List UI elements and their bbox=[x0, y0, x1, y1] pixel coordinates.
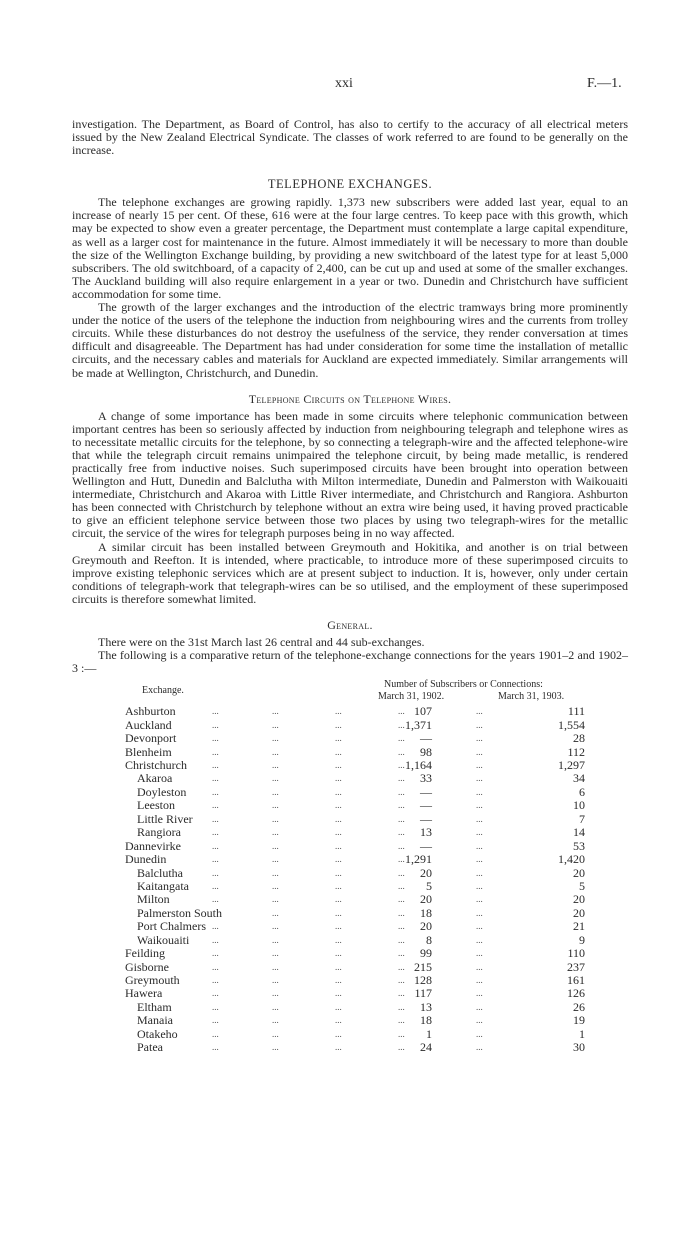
table-row bbox=[0, 880, 700, 893]
dot-leader: ... bbox=[476, 813, 483, 824]
dot-leader: ... bbox=[398, 988, 405, 999]
value-1903: 20 bbox=[573, 865, 585, 880]
exchange-name: Feilding bbox=[125, 946, 166, 961]
dot-leader: ... bbox=[212, 706, 219, 717]
dot-leader: ... bbox=[476, 840, 483, 851]
exchange-name: Blenheim bbox=[125, 744, 172, 759]
dot-leader: ... bbox=[476, 867, 483, 878]
table-row bbox=[0, 893, 700, 906]
value-1903: 53 bbox=[573, 838, 585, 853]
exchange-name: Auckland bbox=[125, 717, 172, 732]
exchange-name: Waikouaiti bbox=[137, 932, 190, 947]
dot-leader: ... bbox=[272, 921, 279, 932]
general-body bbox=[72, 636, 628, 675]
dot-leader: ... bbox=[212, 813, 219, 824]
dot-leader: ... bbox=[335, 1028, 342, 1039]
dot-leader: ... bbox=[476, 880, 483, 891]
dot-leader: ... bbox=[272, 961, 279, 972]
column-header-exchange: Exchange. bbox=[142, 685, 184, 697]
value-1903: 112 bbox=[567, 744, 585, 759]
dot-leader: ... bbox=[212, 880, 219, 891]
dot-leader: ... bbox=[212, 733, 219, 744]
dot-leader: ... bbox=[476, 760, 483, 771]
value-1902: 1 bbox=[426, 1026, 432, 1041]
value-1903: 28 bbox=[573, 731, 585, 746]
table-row bbox=[0, 1028, 700, 1041]
dot-leader: ... bbox=[398, 733, 405, 744]
dot-leader: ... bbox=[398, 719, 405, 730]
exchange-name: Port Chalmers bbox=[137, 919, 206, 934]
dot-leader: ... bbox=[476, 907, 483, 918]
dot-leader: ... bbox=[476, 1001, 483, 1012]
dot-leader: ... bbox=[212, 760, 219, 771]
value-1903: 10 bbox=[573, 798, 585, 813]
dot-leader: ... bbox=[335, 894, 342, 905]
exchange-name: Ashburton bbox=[125, 704, 176, 719]
value-1902: — bbox=[420, 838, 432, 853]
document-reference: F.—1. bbox=[587, 76, 622, 91]
value-1903: 1,297 bbox=[558, 758, 585, 773]
dot-leader: ... bbox=[398, 746, 405, 757]
exchange-name: Rangiora bbox=[137, 825, 181, 840]
exchange-name: Patea bbox=[137, 1040, 163, 1055]
intro-paragraph-block bbox=[72, 118, 628, 157]
dot-leader: ... bbox=[476, 894, 483, 905]
dot-leader: ... bbox=[476, 773, 483, 784]
value-1902: 128 bbox=[414, 973, 432, 988]
dot-leader: ... bbox=[335, 719, 342, 730]
dot-leader: ... bbox=[476, 800, 483, 811]
dot-leader: ... bbox=[212, 854, 219, 865]
dot-leader: ... bbox=[272, 934, 279, 945]
dot-leader: ... bbox=[272, 813, 279, 824]
dot-leader: ... bbox=[272, 773, 279, 784]
value-1903: 34 bbox=[573, 771, 585, 786]
table-row bbox=[0, 732, 700, 745]
table-row bbox=[0, 934, 700, 947]
dot-leader: ... bbox=[272, 867, 279, 878]
dot-leader: ... bbox=[272, 827, 279, 838]
dot-leader: ... bbox=[212, 894, 219, 905]
table-row bbox=[0, 867, 700, 880]
dot-leader: ... bbox=[335, 1015, 342, 1026]
exchange-name: Christchurch bbox=[125, 758, 187, 773]
table-row bbox=[0, 920, 700, 933]
exchange-name: Doyleston bbox=[137, 784, 187, 799]
table-row bbox=[0, 719, 700, 732]
dot-leader: ... bbox=[212, 1015, 219, 1026]
value-1902: 20 bbox=[420, 865, 432, 880]
dot-leader: ... bbox=[272, 907, 279, 918]
section-heading-general: General. bbox=[327, 618, 373, 632]
dot-leader: ... bbox=[272, 840, 279, 851]
dot-leader: ... bbox=[398, 961, 405, 972]
exchange-name: Hawera bbox=[125, 986, 163, 1001]
value-1903: 126 bbox=[567, 986, 585, 1001]
paragraph: The telephone exchanges are growing rapidly. 1,373 new subscribers were added last year, equal to an increase of nearly 15 per cent. Of these, 616 were at the four large centres. To keep pace with this growth, which may be expected to show even a greater percentage, the Department must contemplate a large capital expenditure, as well as a larger cost for maintenance in the future. Almost immediately it will be necessary to more than double the size of the Wellington Exchange building, by providing a new switchboard of the latest type for at least 5,000 subscribers. The old switchboard, of a capacity of 2,400, can be cut up and used at some of the smaller exchanges. The Auckland building will also require enlargement in a year or two. Dunedin and Christchurch have sufficient accommodation for some time. bbox=[72, 195, 628, 301]
dot-leader: ... bbox=[335, 975, 342, 986]
value-1902: 117 bbox=[414, 986, 432, 1001]
paragraph: There were on the 31st March last 26 central and 44 sub-exchanges. bbox=[98, 635, 425, 649]
exchange-name: Eltham bbox=[137, 999, 172, 1014]
dot-leader: ... bbox=[476, 948, 483, 959]
exchange-name: Devonport bbox=[125, 731, 177, 746]
value-1903: 111 bbox=[567, 704, 585, 719]
table-body bbox=[0, 705, 700, 1054]
dot-leader: ... bbox=[476, 746, 483, 757]
value-1902: 20 bbox=[420, 892, 432, 907]
dot-leader: ... bbox=[476, 934, 483, 945]
dot-leader: ... bbox=[212, 773, 219, 784]
value-1902: — bbox=[420, 784, 432, 799]
table-row bbox=[0, 1001, 700, 1014]
dot-leader: ... bbox=[335, 961, 342, 972]
dot-leader: ... bbox=[398, 975, 405, 986]
value-1902: 5 bbox=[426, 878, 432, 893]
dot-leader: ... bbox=[272, 948, 279, 959]
dot-leader: ... bbox=[476, 786, 483, 797]
dot-leader: ... bbox=[476, 988, 483, 999]
column-header-1902: March 31, 1902. bbox=[378, 691, 445, 703]
dot-leader: ... bbox=[272, 1001, 279, 1012]
value-1903: 7 bbox=[579, 811, 585, 826]
dot-leader: ... bbox=[398, 773, 405, 784]
table-row bbox=[0, 772, 700, 785]
dot-leader: ... bbox=[335, 921, 342, 932]
dot-leader: ... bbox=[335, 786, 342, 797]
dot-leader: ... bbox=[476, 921, 483, 932]
dot-leader: ... bbox=[335, 733, 342, 744]
dot-leader: ... bbox=[272, 854, 279, 865]
dot-leader: ... bbox=[212, 800, 219, 811]
value-1903: 161 bbox=[567, 973, 585, 988]
dot-leader: ... bbox=[272, 988, 279, 999]
dot-leader: ... bbox=[335, 988, 342, 999]
dot-leader: ... bbox=[398, 840, 405, 851]
paragraph: The following is a comparative return of the telephone-exchange connections for the years 1901–2 and 1902–3 :— bbox=[72, 648, 628, 676]
page-body bbox=[72, 118, 628, 1055]
dot-leader: ... bbox=[476, 1042, 483, 1053]
section-heading-telephone-exchanges: TELEPHONE EXCHANGES. bbox=[267, 177, 433, 192]
value-1903: 5 bbox=[579, 878, 585, 893]
dot-leader: ... bbox=[335, 1042, 342, 1053]
dot-leader: ... bbox=[335, 773, 342, 784]
column-group-header: Number of Subscribers or Connections: bbox=[384, 679, 543, 691]
dot-leader: ... bbox=[476, 1028, 483, 1039]
table-row bbox=[0, 987, 700, 1000]
dot-leader: ... bbox=[272, 1015, 279, 1026]
dot-leader: ... bbox=[272, 1042, 279, 1053]
dot-leader: ... bbox=[476, 733, 483, 744]
page-number: xxi bbox=[335, 76, 353, 91]
dot-leader: ... bbox=[335, 948, 342, 959]
value-1902: — bbox=[420, 798, 432, 813]
dot-leader: ... bbox=[272, 746, 279, 757]
section-heading-telephone-circuits: Telephone Circuits on Telephone Wires. bbox=[248, 391, 452, 406]
dot-leader: ... bbox=[335, 880, 342, 891]
value-1903: 20 bbox=[573, 892, 585, 907]
intro-paragraph: investigation. The Department, as Board of Control, has also to certify to the accuracy of all electrical meters issued by the New Zealand Electrical Syndicate. The classes of work referred to are found to be generally on the increase. bbox=[72, 117, 628, 158]
value-1902: 24 bbox=[420, 1040, 432, 1055]
dot-leader: ... bbox=[272, 786, 279, 797]
dot-leader: ... bbox=[398, 706, 405, 717]
value-1903: 1,554 bbox=[558, 717, 585, 732]
dot-leader: ... bbox=[398, 894, 405, 905]
dot-leader: ... bbox=[476, 706, 483, 717]
dot-leader: ... bbox=[272, 1028, 279, 1039]
dot-leader: ... bbox=[398, 867, 405, 878]
dot-leader: ... bbox=[398, 907, 405, 918]
dot-leader: ... bbox=[398, 921, 405, 932]
dot-leader: ... bbox=[335, 760, 342, 771]
dot-leader: ... bbox=[398, 854, 405, 865]
value-1902: 1,371 bbox=[405, 717, 432, 732]
dot-leader: ... bbox=[335, 706, 342, 717]
dot-leader: ... bbox=[212, 827, 219, 838]
value-1903: 110 bbox=[567, 946, 585, 961]
value-1902: 215 bbox=[414, 959, 432, 974]
exchange-name: Kaitangata bbox=[137, 878, 189, 893]
dot-leader: ... bbox=[272, 719, 279, 730]
value-1903: 26 bbox=[573, 999, 585, 1014]
dot-leader: ... bbox=[476, 1015, 483, 1026]
dot-leader: ... bbox=[272, 760, 279, 771]
dot-leader: ... bbox=[476, 961, 483, 972]
dot-leader: ... bbox=[212, 961, 219, 972]
table-row bbox=[0, 1014, 700, 1027]
dot-leader: ... bbox=[335, 840, 342, 851]
dot-leader: ... bbox=[398, 1001, 405, 1012]
table-row bbox=[0, 705, 700, 718]
table-row bbox=[0, 853, 700, 866]
dot-leader: ... bbox=[398, 786, 405, 797]
value-1902: 107 bbox=[414, 704, 432, 719]
dot-leader: ... bbox=[398, 760, 405, 771]
dot-leader: ... bbox=[476, 827, 483, 838]
exchange-name: Leeston bbox=[137, 798, 175, 813]
dot-leader: ... bbox=[398, 800, 405, 811]
dot-leader: ... bbox=[272, 975, 279, 986]
value-1902: — bbox=[420, 811, 432, 826]
exchange-name: Akaroa bbox=[137, 771, 173, 786]
dot-leader: ... bbox=[398, 827, 405, 838]
dot-leader: ... bbox=[335, 1001, 342, 1012]
value-1902: 1,291 bbox=[405, 852, 432, 867]
dot-leader: ... bbox=[335, 854, 342, 865]
dot-leader: ... bbox=[272, 894, 279, 905]
table-row bbox=[0, 961, 700, 974]
dot-leader: ... bbox=[212, 1028, 219, 1039]
value-1902: 98 bbox=[420, 744, 432, 759]
dot-leader: ... bbox=[335, 746, 342, 757]
dot-leader: ... bbox=[212, 786, 219, 797]
column-header-1903: March 31, 1903. bbox=[498, 691, 565, 703]
dot-leader: ... bbox=[476, 854, 483, 865]
value-1903: 30 bbox=[573, 1040, 585, 1055]
exchange-name: Milton bbox=[137, 892, 170, 907]
dot-leader: ... bbox=[335, 813, 342, 824]
value-1902: 13 bbox=[420, 999, 432, 1014]
dot-leader: ... bbox=[335, 907, 342, 918]
table-row bbox=[0, 947, 700, 960]
value-1903: 14 bbox=[573, 825, 585, 840]
exchange-name: Gisborne bbox=[125, 959, 169, 974]
exchange-connections-table bbox=[0, 679, 700, 1054]
dot-leader: ... bbox=[398, 880, 405, 891]
exchange-name: Little River bbox=[137, 811, 193, 826]
table-row bbox=[0, 813, 700, 826]
value-1903: 1,420 bbox=[558, 852, 585, 867]
value-1902: 99 bbox=[420, 946, 432, 961]
dot-leader: ... bbox=[212, 988, 219, 999]
value-1903: 20 bbox=[573, 905, 585, 920]
paragraph: A change of some importance has been made in some circuits where telephonic communication between important centres has been so seriously affected by induction from neighbouring telegraph and telephone wires as to necessitate metallic circuits for the telephone, by so connecting a telegraph-wire and the affected telephone-wire that while the telegraph circuit remains unimpaired the telephone circuit, by being made metallic, is rendered practically free from inductive noises. Such superimposed circuits have been brought into operation between Wellington and Hutt, Dunedin and Balclutha with Milton intermediate, Dunedin and Palmerston with Waikouaiti intermediate, Christchurch and Akaroa with Little River intermediate, and Christchurch and Rangiora. Ashburton has been connected with Christchurch by telephone without an extra wire being used, it having proved practicable to give an efficient telephone service between those two places by using two telegraph-wires for the metallic circuit, the service of the wires for telegraph purposes being in no way affected. bbox=[72, 408, 628, 541]
table-header bbox=[0, 679, 700, 705]
dot-leader: ... bbox=[212, 840, 219, 851]
value-1903: 6 bbox=[579, 784, 585, 799]
value-1902: 20 bbox=[420, 919, 432, 934]
value-1902: 13 bbox=[420, 825, 432, 840]
table-row bbox=[0, 1041, 700, 1054]
table-row bbox=[0, 974, 700, 987]
table-row bbox=[0, 786, 700, 799]
dot-leader: ... bbox=[398, 813, 405, 824]
exchange-name: Dunedin bbox=[125, 852, 167, 867]
exchange-name: Balclutha bbox=[137, 865, 183, 880]
value-1903: 21 bbox=[573, 919, 585, 934]
exchange-name: Greymouth bbox=[125, 973, 180, 988]
paragraph: The growth of the larger exchanges and the introduction of the electric tramways bring more prominently under the notice of the users of the telephone the induction from neighbouring wires and the currents from trolley circuits. While these disturbances do not destroy the usefulness of the service, they render conversation at times difficult and disagreeable. The Department has had under consideration for some time the installation of metallic circuits, and the necessary cables and materials for Auckland are expected immediately. Similar arrangements will be made at Wellington, Christchurch, and Dunedin. bbox=[72, 300, 628, 380]
dot-leader: ... bbox=[272, 880, 279, 891]
dot-leader: ... bbox=[335, 827, 342, 838]
exchange-name: Dannevirke bbox=[125, 838, 181, 853]
table-row bbox=[0, 907, 700, 920]
dot-leader: ... bbox=[272, 706, 279, 717]
telephone-circuits-body bbox=[72, 410, 628, 606]
table-row bbox=[0, 840, 700, 853]
dot-leader: ... bbox=[212, 719, 219, 730]
exchange-name: Manaia bbox=[137, 1013, 173, 1028]
dot-leader: ... bbox=[398, 1015, 405, 1026]
value-1902: 18 bbox=[420, 1013, 432, 1028]
dot-leader: ... bbox=[212, 1042, 219, 1053]
dot-leader: ... bbox=[212, 975, 219, 986]
dot-leader: ... bbox=[335, 934, 342, 945]
table-row bbox=[0, 759, 700, 772]
exchange-name: Palmerston South bbox=[137, 905, 223, 920]
dot-leader: ... bbox=[335, 867, 342, 878]
dot-leader: ... bbox=[272, 800, 279, 811]
table-row bbox=[0, 799, 700, 812]
dot-leader: ... bbox=[335, 800, 342, 811]
dot-leader: ... bbox=[398, 948, 405, 959]
dot-leader: ... bbox=[212, 948, 219, 959]
page-header bbox=[0, 76, 700, 96]
dot-leader: ... bbox=[212, 867, 219, 878]
telephone-exchanges-body bbox=[72, 196, 628, 379]
dot-leader: ... bbox=[212, 746, 219, 757]
value-1903: 19 bbox=[573, 1013, 585, 1028]
table-row bbox=[0, 826, 700, 839]
dot-leader: ... bbox=[212, 1001, 219, 1012]
table-row bbox=[0, 746, 700, 759]
value-1902: 1,164 bbox=[405, 758, 432, 773]
dot-leader: ... bbox=[398, 1042, 405, 1053]
dot-leader: ... bbox=[212, 934, 219, 945]
value-1902: 8 bbox=[426, 932, 432, 947]
value-1902: 33 bbox=[420, 771, 432, 786]
value-1903: 9 bbox=[579, 932, 585, 947]
dot-leader: ... bbox=[212, 921, 219, 932]
value-1903: 237 bbox=[567, 959, 585, 974]
dot-leader: ... bbox=[476, 975, 483, 986]
dot-leader: ... bbox=[272, 733, 279, 744]
paragraph: A similar circuit has been installed between Greymouth and Hokitika, and another is on trial between Greymouth and Reefton. It is intended, where practicable, to introduce more of these superimposed circuits to improve existing telephonic services which are at present subject to induction. It is, however, only under certain conditions of telegraph-work that telegraph-wires can be so utilised, and the employment of these superimposed circuits is therefore somewhat limited. bbox=[72, 539, 628, 606]
dot-leader: ... bbox=[476, 719, 483, 730]
exchange-name: Otakeho bbox=[137, 1026, 178, 1041]
value-1902: — bbox=[420, 731, 432, 746]
dot-leader: ... bbox=[398, 934, 405, 945]
value-1903: 1 bbox=[579, 1026, 585, 1041]
dot-leader: ... bbox=[398, 1028, 405, 1039]
value-1902: 18 bbox=[420, 905, 432, 920]
